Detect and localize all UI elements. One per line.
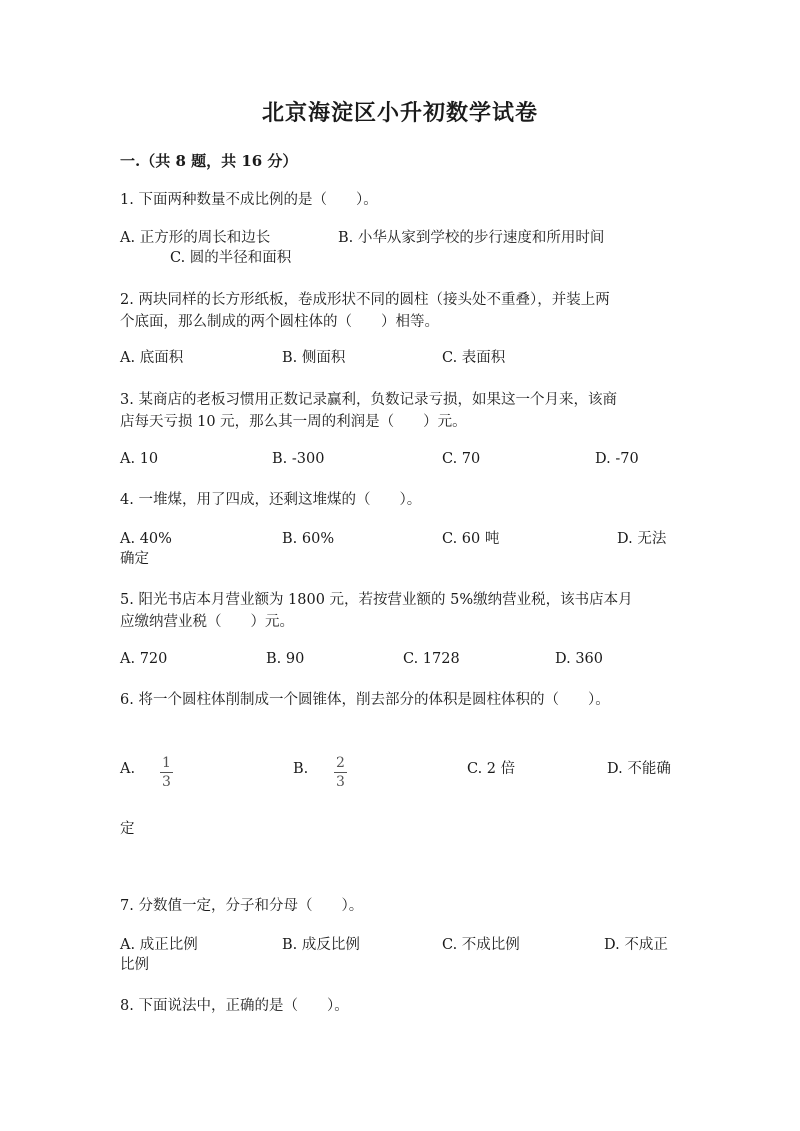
question-2-option-c: C. 表面积 [442, 350, 506, 366]
question-6-option-d: D. 不能确 [607, 761, 671, 777]
question-7-option-c: C. 不成比例 [442, 937, 520, 953]
question-3-stem-line-1: 3. 某商店的老板习惯用正数记录赢利，负数记录亏损，如果这一个月来，该商 [120, 392, 617, 408]
question-4-option-d: D. 无法 [617, 531, 667, 547]
question-5-option-d: D. 360 [555, 651, 604, 667]
question-2-stem-line-2: 个底面，那么制成的两个圆柱体的（ ）相等。 [120, 314, 439, 330]
question-5-stem-line-1: 5. 阳光书店本月营业额为 1800 元，若按营业额的 5%缴纳营业税，该书店本月 [120, 592, 633, 608]
question-3-stem-line-2: 店每天亏损 10 元，那么其一周的利润是（ ）元。 [120, 414, 467, 430]
question-5-stem-line-2: 应缴纳营业税（ ）元。 [120, 614, 294, 630]
fraction-b-numerator: 2 [336, 755, 345, 771]
question-4-option-c: C. 60 吨 [442, 531, 500, 547]
question-5-option-a: A. 720 [120, 651, 168, 667]
question-6-stem: 6. 将一个圆柱体削制成一个圆锥体，削去部分的体积是圆柱体积的（ ）。 [120, 692, 610, 708]
section-heading: 一.（共 8 题，共 16 分） [120, 152, 298, 170]
question-5-option-b: B. 90 [266, 651, 305, 667]
question-7-option-a: A. 成正比例 [120, 937, 198, 953]
page-title: 北京海淀区小升初数学试卷 [261, 100, 538, 126]
fraction-a-numerator: 1 [162, 755, 171, 771]
question-7-option-d: D. 不成正 [604, 937, 668, 953]
question-4-option-d-wrap: 确定 [120, 551, 149, 567]
question-6-fraction-b [334, 752, 347, 789]
question-6-option-a: A. [120, 761, 136, 777]
question-6-option-b: B. [293, 761, 309, 777]
fraction-a-denominator: 3 [162, 774, 171, 790]
question-3-option-b: B. -300 [272, 451, 325, 467]
question-1-option-a: A. 正方形的周长和边长 [120, 230, 271, 246]
question-7-option-d-wrap: 比例 [120, 957, 149, 973]
question-4-option-b: B. 60% [282, 531, 335, 547]
question-3-option-c: C. 70 [442, 451, 481, 467]
question-1-option-c: C. 圆的半径和面积 [170, 250, 292, 266]
question-2-option-b: B. 侧面积 [282, 350, 346, 366]
question-6-option-d-wrap: 定 [120, 821, 135, 837]
question-2-stem-line-1: 2. 两块同样的长方形纸板，卷成形状不同的圆柱（接头处不重叠），并装上两 [120, 292, 610, 308]
question-5-option-c: C. 1728 [403, 651, 460, 667]
question-7-option-b: B. 成反比例 [282, 937, 360, 953]
question-4-option-a: A. 40% [120, 531, 172, 547]
question-1-option-b: B. 小华从家到学校的步行速度和所用时间 [338, 230, 605, 246]
question-4-stem: 4. 一堆煤，用了四成，还剩这堆煤的（ ）。 [120, 492, 422, 508]
question-1-stem: 1. 下面两种数量不成比例的是（ ）。 [120, 192, 378, 208]
fraction-b-denominator: 3 [336, 774, 345, 790]
question-2-option-a: A. 底面积 [120, 350, 184, 366]
question-6-fraction-a [160, 752, 173, 789]
question-3-option-d: D. -70 [595, 451, 639, 467]
question-3-option-a: A. 10 [120, 451, 159, 467]
question-7-stem: 7. 分数值一定，分子和分母（ ）。 [120, 898, 364, 914]
question-6-option-c: C. 2 倍 [467, 761, 516, 777]
question-8-stem: 8. 下面说法中，正确的是（ ）。 [120, 998, 349, 1014]
